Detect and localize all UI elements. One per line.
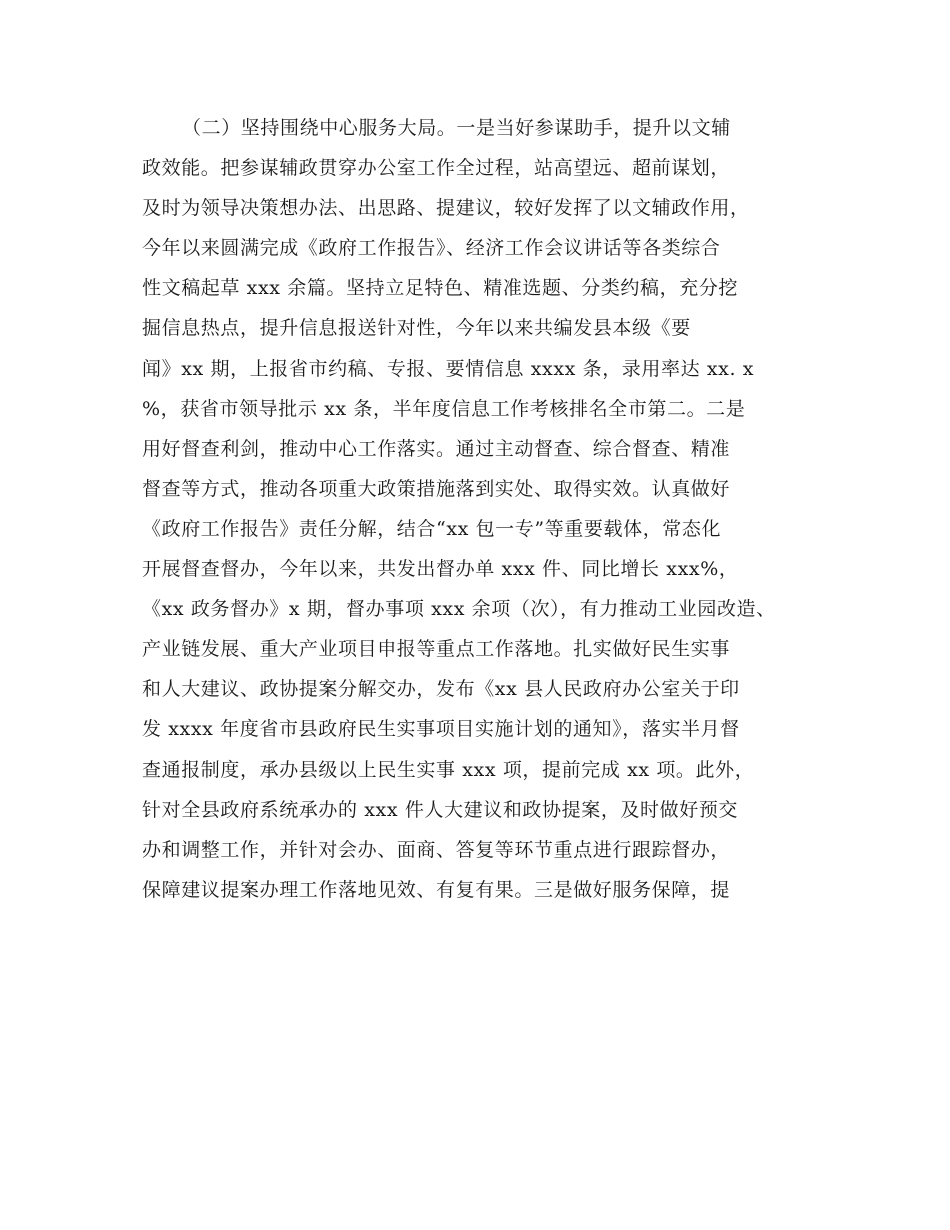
text-line: （二）坚持围绕中心服务大局。一是当好参谋助手，提升以文辅 (182, 117, 731, 139)
text-line: 性文稿起草 xxx 余篇。坚持立足特色、精准选题、分类约稿，充分挖 (142, 277, 739, 300)
body-paragraph (142, 108, 842, 910)
text-line: 及时为领导决策想办法、出思路、提建议，较好发挥了以文辅政作用， (142, 197, 750, 220)
text-line: 和人大建议、政协提案分解交办，发布《xx 县人民政府办公室关于印 (142, 678, 740, 701)
text-line: 开展督查督办，今年以来，共发出督办单 xxx 件、同比增长 xxx%， (142, 558, 739, 581)
text-line: 《政府工作报告》责任分解，结合“xx 包一专”等重要载体，常态化 (142, 517, 722, 540)
text-line: 保障建议提案办理工作落地见效、有复有果。三是做好服务保障，提 (142, 878, 731, 901)
text-line: %，获省市领导批示 xx 条，半年度信息工作考核排名全市第二。二是 (142, 397, 746, 420)
text-line: 《xx 政务督办》x 期，督办事项 xxx 余项（次），有力推动工业园改造、 (142, 598, 776, 621)
text-line: 发 xxxx 年度省市县政府民生实事项目实施计划的通知》，落实半月督 (142, 718, 740, 741)
text-line: 办和调整工作，并针对会办、面商、答复等环节重点进行跟踪督办， (142, 838, 731, 861)
text-line: 政效能。把参谋辅政贯穿办公室工作全过程，站高望远、超前谋划， (142, 157, 731, 180)
text-line: 用好督查利剑，推动中心工作落实。通过主动督查、综合督查、精准 (142, 437, 731, 460)
text-line: 督查等方式，推动各项重大政策措施落到实处、取得实效。认真做好 (142, 477, 731, 500)
text-line: 查通报制度，承办县级以上民生实事 xxx 项，提前完成 xx 项。此外， (142, 758, 755, 781)
text-line: 产业链发展、重大产业项目申报等重点工作落地。扎实做好民生实事 (142, 638, 731, 661)
text-line: 闻》xx 期，上报省市约稿、专报、要情信息 xxxx 条，录用率达 xx. x (142, 357, 755, 380)
text-line: 今年以来圆满完成《政府工作报告》、经济工作会议讲话等各类综合 (142, 237, 721, 260)
text-line: 掘信息热点，提升信息报送针对性，今年以来共编发县本级《要 (142, 317, 691, 340)
text-line: 针对全县政府系统承办的 xxx 件人大建议和政协提案，及时做好预交 (142, 798, 739, 821)
